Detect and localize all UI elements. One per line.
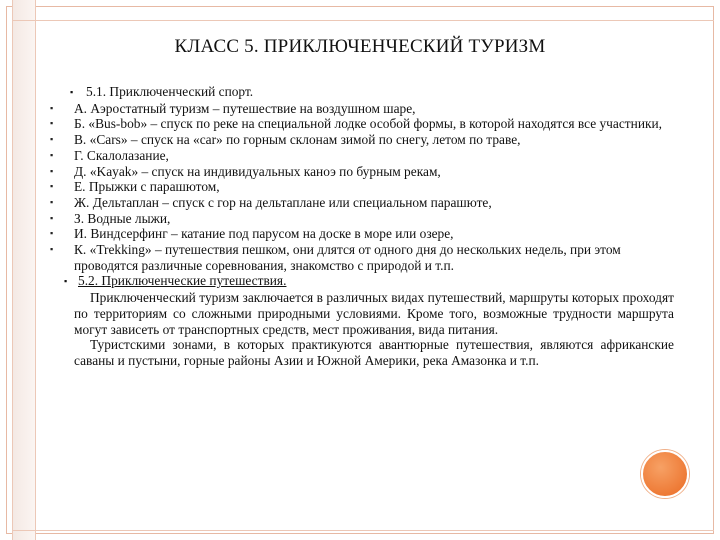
slide-content bbox=[50, 84, 674, 369]
orange-circle-decoration bbox=[641, 450, 689, 498]
list-item: ▪ Д. «Kayak» – спуск на индивидуальных каноэ по бурным рекам, bbox=[50, 164, 674, 180]
list-item: ▪ К. «Trekking» – путешествия пешком, они длятся от одного дня до нескольких недель, при этом проводятся различные соревнования, знакомство с природой и т.п. bbox=[50, 242, 674, 273]
left-decorative-strip bbox=[12, 0, 36, 540]
list-item: ▪ З. Водные лыжи, bbox=[50, 211, 674, 227]
paragraph-tourist-zones: Туристскими зонами, в которых практикуются авантюрные путешествия, являются африканские саваны и пустыни, горные районы Азии и Южной Америки, река Амазонка и т.п. bbox=[74, 337, 674, 368]
list-item: ▪ В. «Cars» – спуск на «car» по горным склонам зимой по снегу, летом по траве, bbox=[50, 132, 674, 148]
slide-title: КЛАСС 5. ПРИКЛЮЧЕНЧЕСКИЙ ТУРИЗМ bbox=[174, 36, 546, 57]
list-item: ▪ Е. Прыжки с парашютом, bbox=[50, 179, 674, 195]
top-divider bbox=[12, 20, 714, 21]
list-item: ▪ Г. Скалолазание, bbox=[50, 148, 674, 164]
list-item: ▪ Ж. Дельтаплан – спуск с гор на дельтаплане или специальном парашюте, bbox=[50, 195, 674, 211]
bullet-icon: ▪ bbox=[70, 87, 74, 97]
bottom-divider bbox=[12, 530, 714, 531]
paragraph-description: Приключенческий туризм заключается в различных видах путешествий, маршруты которых проходят по территориям со сложными природными условиями. Кроме того, возможные трудности маршрута могут зависеть от транспортных средств, мест проживания, вида питания. bbox=[74, 290, 674, 337]
list-item: ▪ И. Виндсерфинг – катание под парусом на доске в море или озере, bbox=[50, 226, 674, 242]
bullet-icon: ▪ bbox=[64, 276, 68, 287]
subheading-adventure-sport: ▪ 5.1. Приключенческий спорт. bbox=[70, 84, 254, 99]
subheading-adventure-travel: ▪ 5.2. Приключенческие путешествия. bbox=[64, 273, 287, 289]
list-item: ▪ А. Аэростатный туризм – путешествие на воздушном шаре, bbox=[50, 101, 674, 117]
list-item: ▪ Б. «Bus-bob» – спуск по реке на специальной лодке особой формы, в которой находятся все участники, bbox=[50, 116, 674, 132]
